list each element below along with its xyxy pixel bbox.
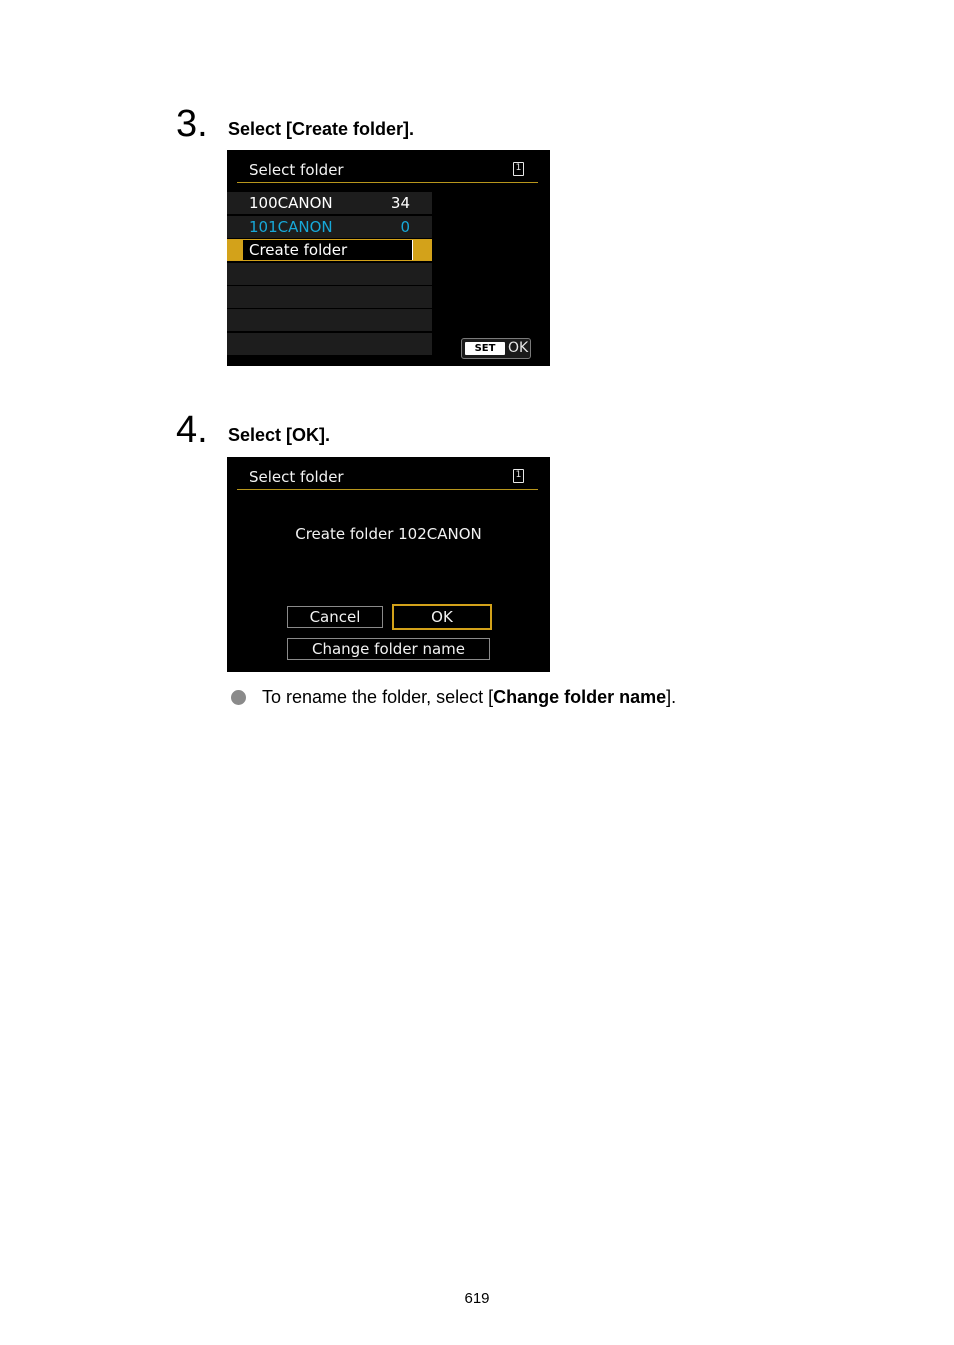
screen-header [237, 150, 538, 183]
memory-card-icon: 1 [513, 162, 524, 176]
ok-label: OK [508, 340, 529, 356]
step-3-title: Select [Create folder]. [228, 119, 415, 139]
folder-row-101canon[interactable] [227, 216, 432, 238]
camera-screen-confirm-folder [227, 457, 550, 672]
folder-name: 101CANON [249, 218, 333, 236]
set-ok-button[interactable] [461, 338, 531, 359]
bullet-icon [231, 690, 246, 705]
page-number: 619 [464, 1290, 490, 1307]
empty-row [227, 263, 432, 285]
screen-title: Select folder [249, 161, 344, 179]
create-folder-message: Create folder 102CANON [295, 525, 482, 543]
step-4-number: 4. [176, 409, 208, 451]
camera-screen-select-folder [227, 150, 550, 366]
change-folder-name-button[interactable]: Change folder name [287, 638, 490, 660]
empty-row [227, 286, 432, 308]
ok-button[interactable]: OK [392, 604, 492, 630]
empty-row [227, 309, 432, 331]
note-bold: Change folder name [493, 687, 667, 707]
step-4-title: Select [OK]. [228, 425, 331, 445]
rename-note [262, 687, 676, 708]
create-folder-label: Create folder [249, 241, 348, 259]
note-prefix: To rename the folder, select [ [262, 687, 494, 707]
set-button-icon: SET [465, 342, 505, 355]
cancel-button[interactable]: Cancel [287, 606, 383, 628]
folder-name: 100CANON [249, 194, 333, 212]
empty-row [227, 333, 432, 355]
folder-count: 34 [390, 194, 410, 212]
note-suffix: ]. [666, 687, 677, 707]
screen-header [237, 457, 538, 490]
screen-title: Select folder [249, 468, 344, 486]
folder-row-100canon[interactable] [227, 192, 432, 214]
folder-count: 0 [400, 218, 410, 236]
create-folder-item[interactable] [227, 239, 432, 261]
memory-card-icon: 1 [513, 469, 524, 483]
step-3-number: 3. [176, 103, 208, 145]
